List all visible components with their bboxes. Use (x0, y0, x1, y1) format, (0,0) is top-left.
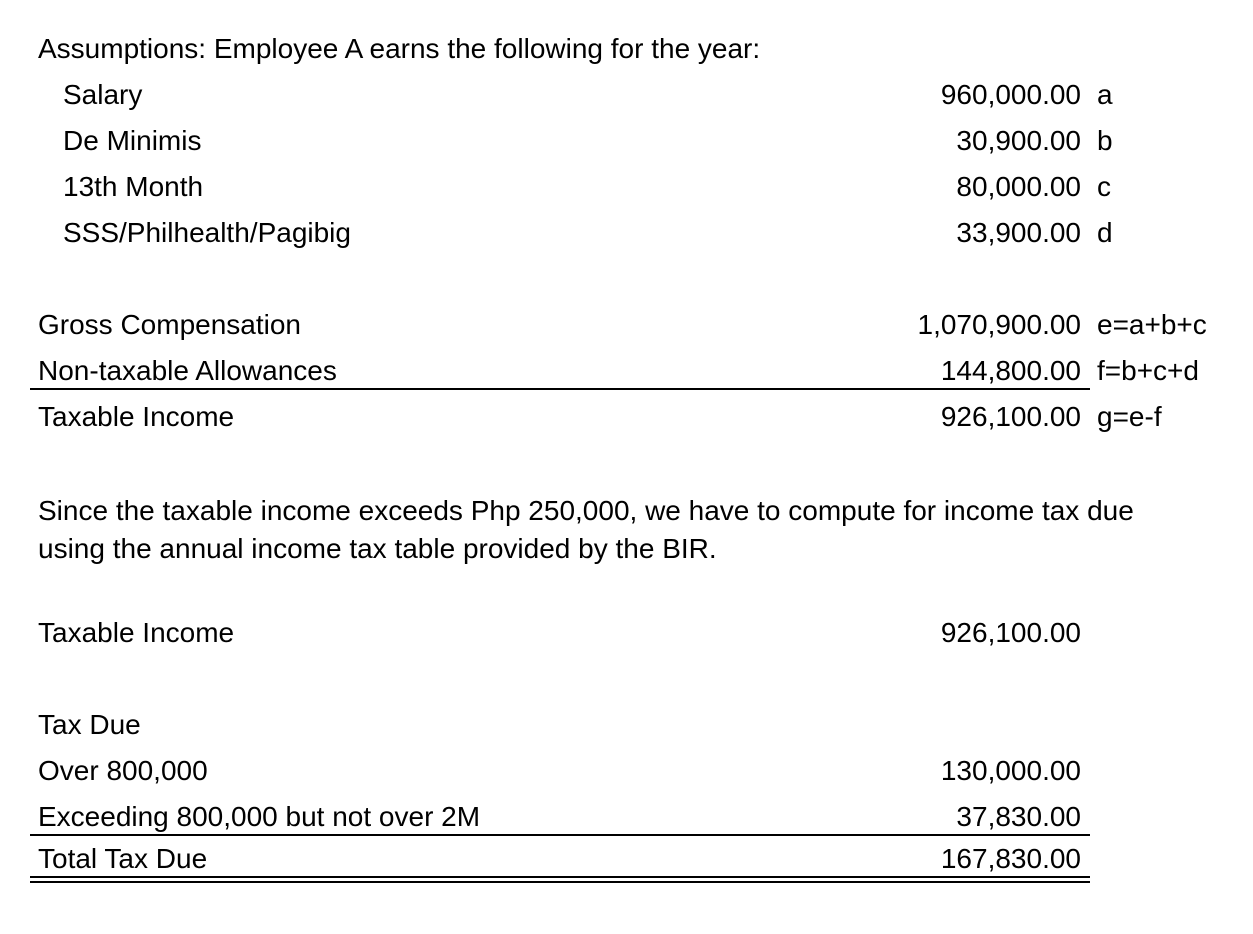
de-minimis-label: De Minimis (63, 125, 202, 156)
salary-ref: a (1097, 79, 1113, 110)
gross-compensation-amount: 1,070,900.00 (917, 309, 1081, 340)
contributions-amount: 33,900.00 (956, 217, 1081, 248)
salary-label: Salary (63, 79, 143, 110)
non-taxable-allowances-formula: f=b+c+d (1097, 355, 1199, 386)
tax-divider (30, 834, 1090, 836)
explanation-paragraph (38, 492, 1218, 568)
explanation-line-2: using the annual income tax table provided by the BIR. (38, 533, 717, 564)
gross-compensation-formula: e=a+b+c (1097, 309, 1207, 340)
over-800000-label: Over 800,000 (38, 755, 208, 786)
gross-compensation-label: Gross Compensation (38, 309, 302, 340)
computation-taxable-income-label: Taxable Income (38, 617, 235, 648)
de-minimis-ref: b (1097, 125, 1113, 156)
thirteenth-month-ref: c (1097, 171, 1111, 202)
total-tax-due-label: Total Tax Due (38, 843, 208, 874)
non-taxable-allowances-amount: 144,800.00 (940, 355, 1081, 386)
total-tax-due-amount: 167,830.00 (940, 843, 1081, 874)
taxable-income-formula: g=e-f (1097, 401, 1162, 432)
de-minimis-amount: 30,900.00 (956, 125, 1081, 156)
assumptions-heading: Assumptions: Employee A earns the following for the year: (38, 33, 761, 64)
taxable-income-label: Taxable Income (38, 401, 235, 432)
computation-taxable-income-amount: 926,100.00 (940, 617, 1081, 648)
contributions-ref: d (1097, 217, 1113, 248)
excess-bracket-amount: 37,830.00 (956, 801, 1081, 832)
over-800000-amount: 130,000.00 (940, 755, 1081, 786)
taxable-income-amount: 926,100.00 (940, 401, 1081, 432)
summary-divider (30, 388, 1090, 390)
non-taxable-allowances-label: Non-taxable Allowances (38, 355, 337, 386)
salary-amount: 960,000.00 (940, 79, 1081, 110)
total-double-rule-top (30, 876, 1090, 878)
thirteenth-month-amount: 80,000.00 (956, 171, 1081, 202)
excess-bracket-label: Exceeding 800,000 but not over 2M (38, 801, 481, 832)
thirteenth-month-label: 13th Month (63, 171, 204, 202)
contributions-label: SSS/Philhealth/Pagibig (63, 217, 351, 248)
tax-due-heading: Tax Due (38, 709, 141, 740)
explanation-line-1: Since the taxable income exceeds Php 250,000, we have to compute for income tax due (38, 495, 1134, 526)
total-double-rule-bottom (30, 881, 1090, 883)
